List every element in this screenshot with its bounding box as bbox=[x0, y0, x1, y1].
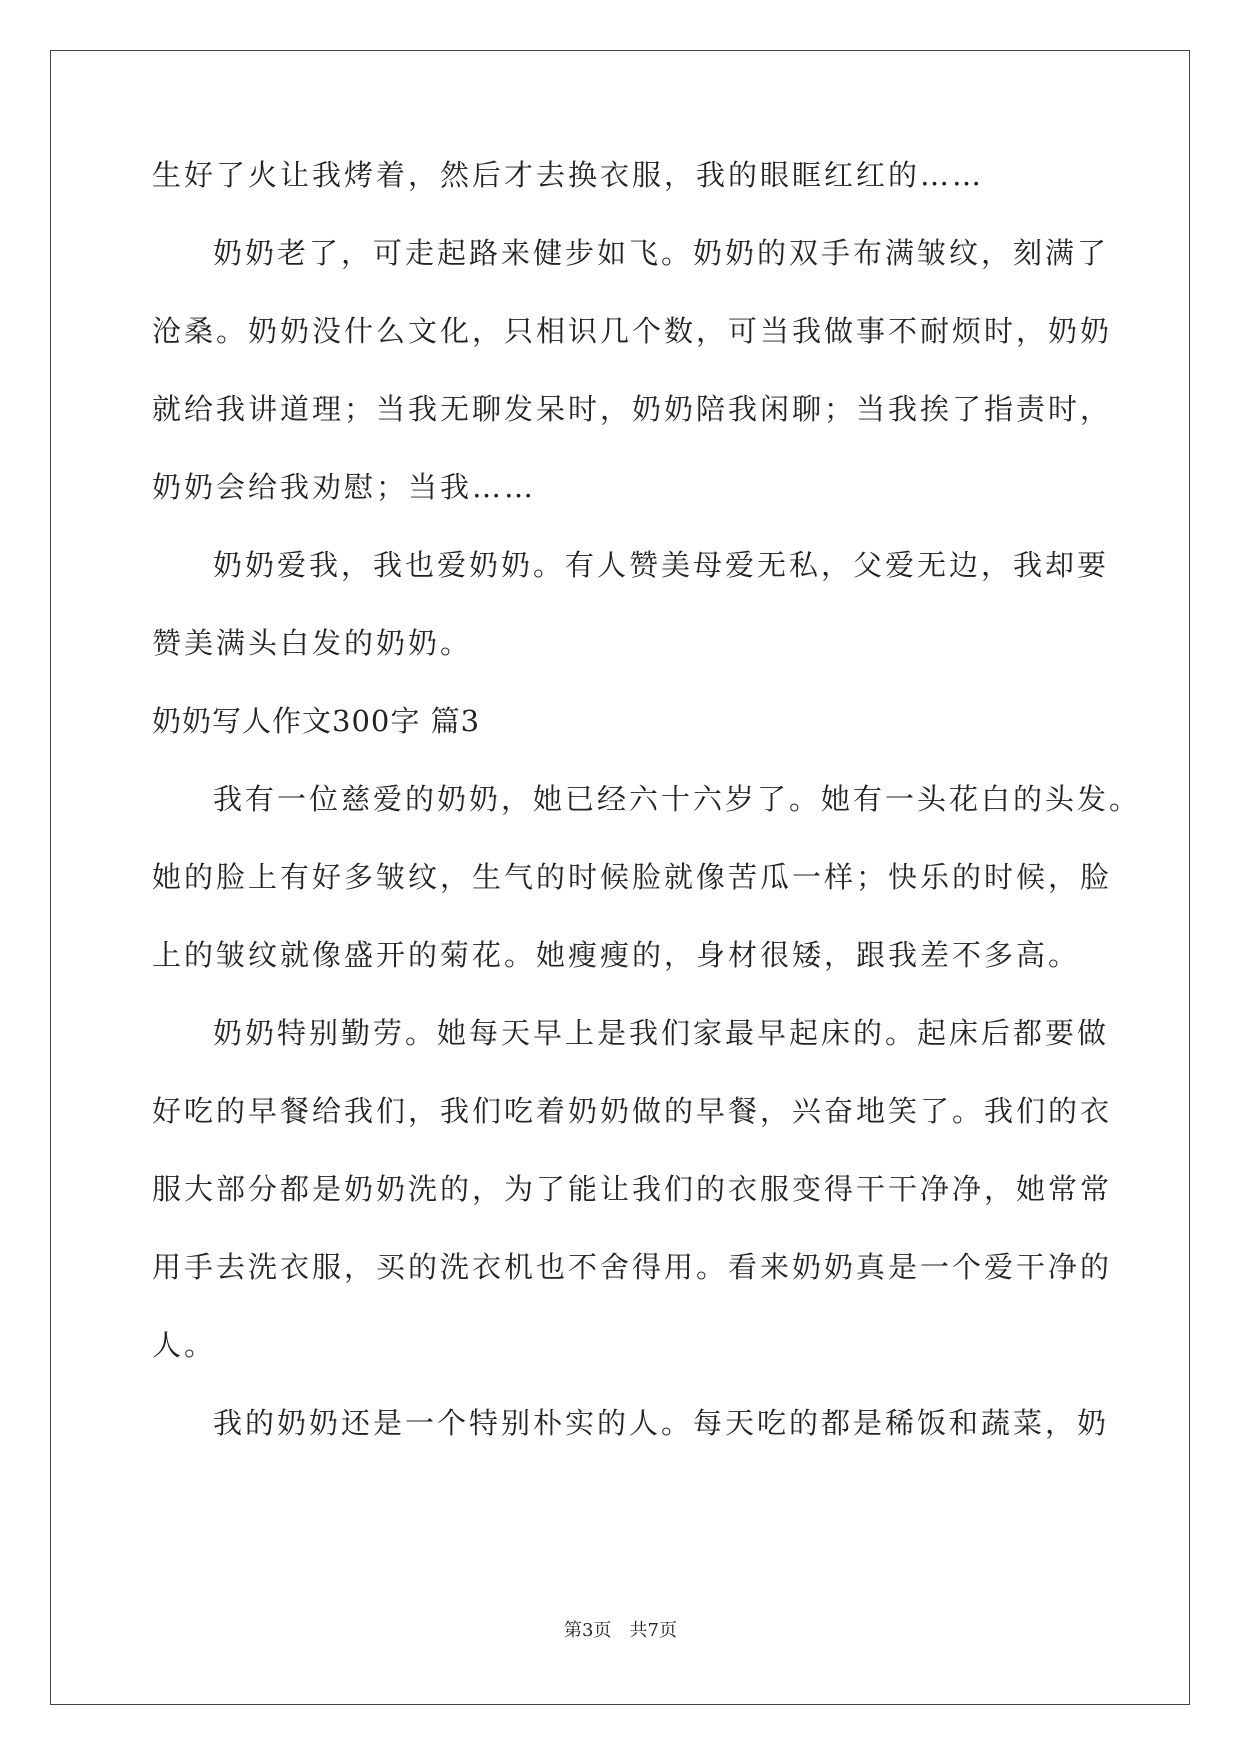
text-line: 赞美满头白发的奶奶。 bbox=[152, 626, 473, 660]
text-line: 奶奶会给我劝慰；当我…… bbox=[152, 470, 537, 504]
text-line: 就给我讲道理；当我无聊发呆时，奶奶陪我闲聊；当我挨了指责时， bbox=[152, 392, 1113, 426]
text-line: 上的皱纹就像盛开的菊花。她瘦瘦的，身材很矮，跟我差不多高。 bbox=[152, 938, 1081, 972]
paragraph-first-line: 我有一位慈爱的奶奶，她已经六十六岁了。她有一头花白的头发。 bbox=[213, 782, 1142, 816]
paragraph-first-line: 奶奶老了，可走起路来健步如飞。奶奶的双手布满皱纹，刻满了 bbox=[213, 236, 1110, 270]
text-line: 用手去洗衣服，买的洗衣机也不舍得用。看来奶奶真是一个爱干净的 bbox=[152, 1250, 1113, 1284]
text-line: 沧桑。奶奶没什么文化，只相识几个数，可当我做事不耐烦时，奶奶 bbox=[152, 314, 1113, 348]
text-line: 人。 bbox=[152, 1328, 217, 1362]
text-line: 生好了火让我烤着，然后才去换衣服，我的眼眶红红的…… bbox=[152, 158, 985, 192]
page-number-footer: 第3页 共7页 bbox=[564, 1620, 677, 1641]
text-line: 服大部分都是奶奶洗的，为了能让我们的衣服变得干干净净，她常常 bbox=[152, 1172, 1113, 1206]
section-heading: 奶奶写人作文300字 篇3 bbox=[152, 704, 481, 738]
paragraph-first-line: 我的奶奶还是一个特别朴实的人。每天吃的都是稀饭和蔬菜，奶 bbox=[213, 1406, 1110, 1440]
text-line: 她的脸上有好多皱纹，生气的时候脸就像苦瓜一样；快乐的时候，脸 bbox=[152, 860, 1113, 894]
text-line: 好吃的早餐给我们，我们吃着奶奶做的早餐，兴奋地笑了。我们的衣 bbox=[152, 1094, 1113, 1128]
paragraph-first-line: 奶奶特别勤劳。她每天早上是我们家最早起床的。起床后都要做 bbox=[213, 1016, 1110, 1050]
paragraph-first-line: 奶奶爱我，我也爱奶奶。有人赞美母爱无私，父爱无边，我却要 bbox=[213, 548, 1110, 582]
